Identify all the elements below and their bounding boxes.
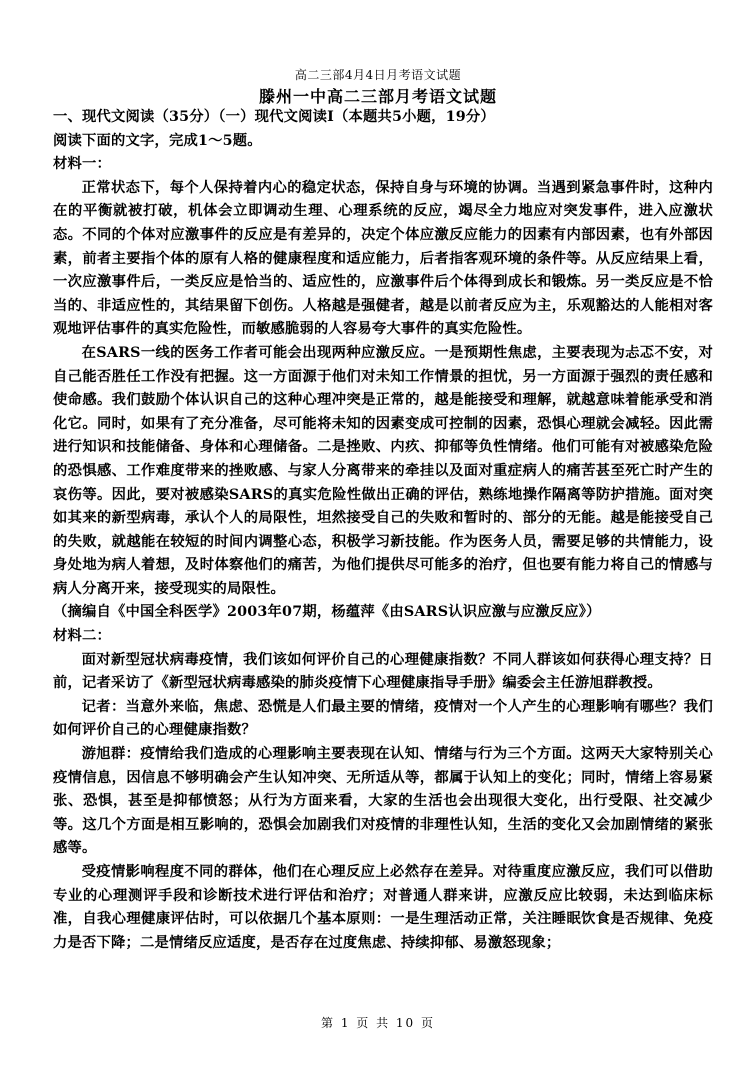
- running-header: 高二三部4月4日月考语文试题: [294, 68, 462, 82]
- page-title: 滕州一中高二三部月考语文试题: [258, 87, 497, 106]
- reading-instruction: 阅读下面的文字，完成1～5题。: [53, 132, 262, 149]
- material-one-paragraph: 正常状态下，每个人保持着内心的稳定状态，保持自身与环境的协调。当遇到紧急事件时，这种内在的平衡就被打破，机体会立即调动生理、心理系统的反应，竭尽全力地应对突发事件，进入应激状态。不同的个体对应激事件的反应是有差异的，决定个体应激反应能力的因素有内部因素，也有外部因素，前者主要指个体的原有人格的健康程度和适应能力，后者指客观环境的条件等。从反应结果上看，一次应激事件后，一类反应是恰当的、适应性的，应激事件后个体得到成长和锻炼。另一类反应是不恰当的、非适应性的，其结果留下创伤。人格越是强健者，越是以前者反应为主，乐观豁达的人能相对客观地评估事件的真实危险性，而敏感脆弱的人容易夸大事件的真实危险性。: [53, 179, 713, 338]
- document-body: [53, 106, 713, 955]
- page-number-footer: 第 1 页 共 10 页: [321, 1016, 435, 1030]
- material-two-paragraph: 面对新型冠状病毒疫情，我们该如何评价自己的心理健康指数？不同人群该如何获得心理支持？日前，记者采访了《新型冠状病毒感染的肺炎疫情下心理健康指导手册》编委会主任游旭群教授。: [53, 651, 713, 692]
- section-heading: 一、现代文阅读（35分）（一）现代文阅读Ⅰ（本题共5小题，19分）: [53, 109, 495, 125]
- material-one-paragraph: 在SARS一线的医务工作者可能会出现两种应激反应。一是预期性焦虑，主要表现为忐忑不安，对自己能否胜任工作没有把握。这一方面源于他们对未知工作情景的担忧，另一方面源于强烈的责任感和使命感。我们鼓励个体认识自己的这种心理冲突是正常的，越是能接受和理解，就越意味着能承受和消化它。同时，如果有了充分准备，尽可能将未知的因素变成可控制的因素，恐惧心理就会减轻。因此需进行知识和技能储备、身体和心理储备。二是挫败、内疚、抑郁等负性情绪。他们可能有对被感染危险的恐惧感、工作难度带来的挫败感、与家人分离带来的牵挂以及面对重症病人的痛苦甚至死亡时产生的哀伤等。因此，要对被感染SARS的真实危险性做出正确的评估，熟练地操作隔离等防护措施。面对突如其来的新型病毒，承认个人的局限性，坦然接受自己的失败和暂时的、部分的无能。越是能接受自己的失败，就越能在较短的时间内调整心态，积极学习新技能。作为医务人员，需要足够的共情能力，设身处地为病人着想，及时体察他们的痛苦，为他们提供尽可能多的治疗，但也要有能力将自己的情感与病人分离开来，接受现实的局限性。: [53, 344, 713, 597]
- material-one-label: 材料一：: [53, 156, 111, 173]
- material-two-paragraph: 游旭群：疫情给我们造成的心理影响主要表现在认知、情绪与行为三个方面。这两天大家特别关心疫情信息，因信息不够明确会产生认知冲突、无所适从等，都属于认知上的变化；同时，情绪上容易紧张、恐惧，甚至是抑郁愤怒；从行为方面来看，大家的生活也会出现很大变化，出行受限、社交减少等。这几个方面是相互影响的，恐惧会加剧我们对疫情的非理性认知，生活的变化又会加剧情绪的紧张感等。: [53, 746, 713, 857]
- material-one-source: （摘编自《中国全科医学》2003年07期，杨蕴萍《由SARS认识应激与应激反应》）: [53, 604, 601, 621]
- material-two-label: 材料二：: [53, 628, 111, 645]
- material-two-paragraph: 受疫情影响程度不同的群体，他们在心理反应上必然存在差异。对待重度应激反应，我们可以借助专业的心理测评手段和诊断技术进行评估和治疗；对普通人群来讲，应激反应比较弱，未达到临床标准，自我心理健康评估时，可以依据几个基本原则：一是生理活动正常，关注睡眠饮食是否规律、免疫力是否下降；二是情绪反应适度，是否存在过度焦虑、持续抑郁、易激怒现象；: [53, 864, 713, 951]
- material-two-paragraph: 记者：当意外来临，焦虑、恐慌是人们最主要的情绪，疫情对一个人产生的心理影响有哪些？我们如何评价自己的心理健康指数？: [53, 698, 713, 739]
